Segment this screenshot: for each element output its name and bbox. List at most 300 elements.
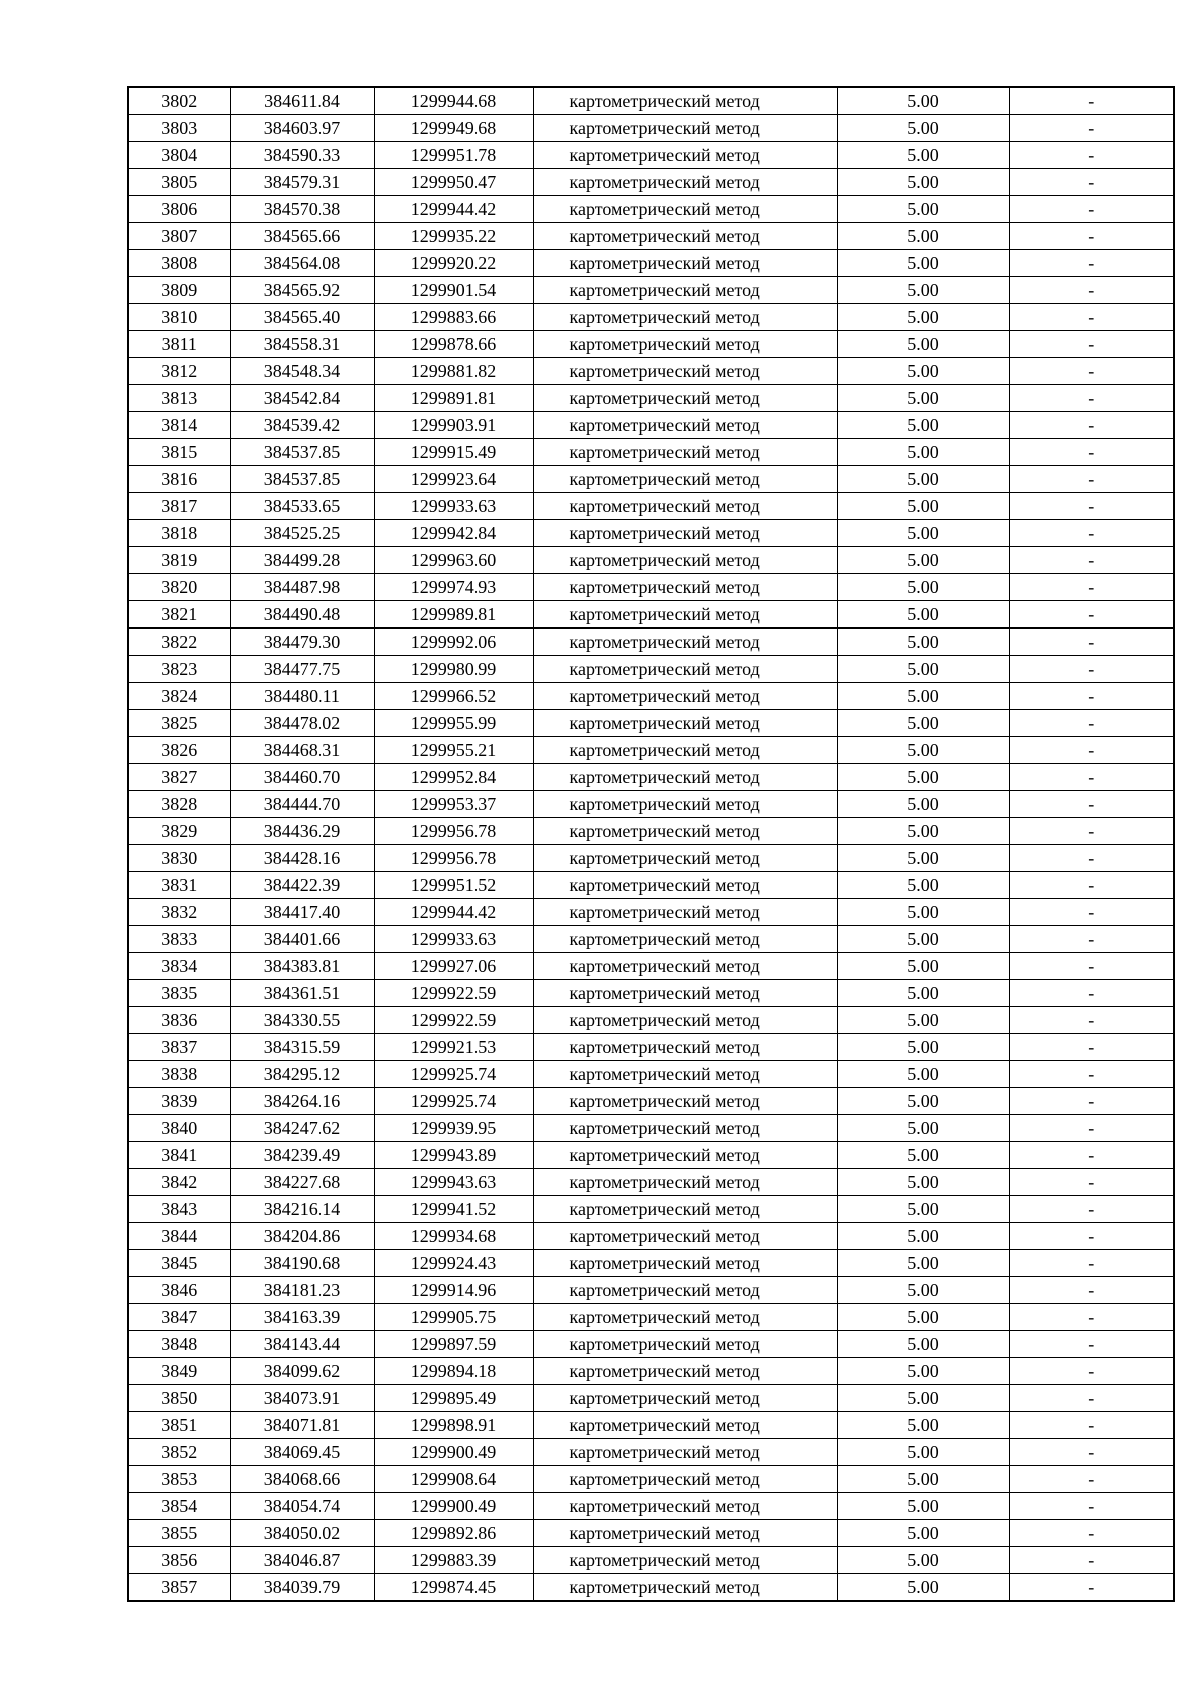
table-row	[128, 1412, 1174, 1439]
y-coordinate-cell: 1299944.42	[374, 196, 533, 223]
table-row	[128, 980, 1174, 1007]
x-coordinate-cell: 384050.02	[230, 1520, 374, 1547]
method-cell: картометрический метод	[533, 1169, 837, 1196]
coordinates-table-body	[128, 87, 1174, 1601]
x-coordinate-cell: 384239.49	[230, 1142, 374, 1169]
method-cell: картометрический метод	[533, 412, 837, 439]
x-coordinate-cell: 384537.85	[230, 466, 374, 493]
y-coordinate-cell: 1299955.99	[374, 710, 533, 737]
point-number-cell: 3819	[128, 547, 230, 574]
table-row	[128, 1439, 1174, 1466]
accuracy-cell: 5.00	[837, 1034, 1009, 1061]
accuracy-cell: 5.00	[837, 223, 1009, 250]
point-number-cell: 3812	[128, 358, 230, 385]
method-cell: картометрический метод	[533, 1142, 837, 1169]
method-cell: картометрический метод	[533, 115, 837, 142]
y-coordinate-cell: 1299921.53	[374, 1034, 533, 1061]
point-number-cell: 3844	[128, 1223, 230, 1250]
table-row	[128, 926, 1174, 953]
y-coordinate-cell: 1299894.18	[374, 1358, 533, 1385]
y-coordinate-cell: 1299908.64	[374, 1466, 533, 1493]
x-coordinate-cell: 384295.12	[230, 1061, 374, 1088]
method-cell: картометрический метод	[533, 1277, 837, 1304]
method-cell: картометрический метод	[533, 628, 837, 656]
method-cell: картометрический метод	[533, 1331, 837, 1358]
accuracy-cell: 5.00	[837, 169, 1009, 196]
table-row	[128, 1088, 1174, 1115]
point-number-cell: 3809	[128, 277, 230, 304]
method-cell: картометрический метод	[533, 1196, 837, 1223]
accuracy-cell: 5.00	[837, 656, 1009, 683]
y-coordinate-cell: 1299923.64	[374, 466, 533, 493]
description-cell: -	[1009, 872, 1174, 899]
point-number-cell: 3823	[128, 656, 230, 683]
y-coordinate-cell: 1299980.99	[374, 656, 533, 683]
method-cell: картометрический метод	[533, 1412, 837, 1439]
accuracy-cell: 5.00	[837, 980, 1009, 1007]
accuracy-cell: 5.00	[837, 818, 1009, 845]
table-row	[128, 656, 1174, 683]
y-coordinate-cell: 1299897.59	[374, 1331, 533, 1358]
x-coordinate-cell: 384590.33	[230, 142, 374, 169]
point-number-cell: 3826	[128, 737, 230, 764]
description-cell: -	[1009, 1520, 1174, 1547]
accuracy-cell: 5.00	[837, 1142, 1009, 1169]
method-cell: картометрический метод	[533, 1061, 837, 1088]
accuracy-cell: 5.00	[837, 1250, 1009, 1277]
method-cell: картометрический метод	[533, 385, 837, 412]
table-row	[128, 1466, 1174, 1493]
table-row	[128, 1520, 1174, 1547]
table-row	[128, 1277, 1174, 1304]
description-cell: -	[1009, 899, 1174, 926]
y-coordinate-cell: 1299939.95	[374, 1115, 533, 1142]
x-coordinate-cell: 384490.48	[230, 601, 374, 629]
method-cell: картометрический метод	[533, 1007, 837, 1034]
accuracy-cell: 5.00	[837, 1466, 1009, 1493]
accuracy-cell: 5.00	[837, 1331, 1009, 1358]
description-cell: -	[1009, 791, 1174, 818]
point-number-cell: 3816	[128, 466, 230, 493]
table-row	[128, 1331, 1174, 1358]
method-cell: картометрический метод	[533, 439, 837, 466]
description-cell: -	[1009, 710, 1174, 737]
description-cell: -	[1009, 169, 1174, 196]
description-cell: -	[1009, 142, 1174, 169]
description-cell: -	[1009, 953, 1174, 980]
accuracy-cell: 5.00	[837, 1439, 1009, 1466]
y-coordinate-cell: 1299956.78	[374, 845, 533, 872]
method-cell: картометрический метод	[533, 953, 837, 980]
description-cell: -	[1009, 466, 1174, 493]
y-coordinate-cell: 1299920.22	[374, 250, 533, 277]
accuracy-cell: 5.00	[837, 196, 1009, 223]
y-coordinate-cell: 1299989.81	[374, 601, 533, 629]
method-cell: картометрический метод	[533, 1358, 837, 1385]
x-coordinate-cell: 384565.92	[230, 277, 374, 304]
point-number-cell: 3830	[128, 845, 230, 872]
accuracy-cell: 5.00	[837, 872, 1009, 899]
method-cell: картометрический метод	[533, 1385, 837, 1412]
accuracy-cell: 5.00	[837, 1169, 1009, 1196]
x-coordinate-cell: 384216.14	[230, 1196, 374, 1223]
table-row	[128, 628, 1174, 656]
y-coordinate-cell: 1299900.49	[374, 1439, 533, 1466]
x-coordinate-cell: 384181.23	[230, 1277, 374, 1304]
x-coordinate-cell: 384480.11	[230, 683, 374, 710]
x-coordinate-cell: 384477.75	[230, 656, 374, 683]
accuracy-cell: 5.00	[837, 764, 1009, 791]
description-cell: -	[1009, 520, 1174, 547]
point-number-cell: 3842	[128, 1169, 230, 1196]
y-coordinate-cell: 1299955.21	[374, 737, 533, 764]
description-cell: -	[1009, 250, 1174, 277]
table-row	[128, 1034, 1174, 1061]
description-cell: -	[1009, 1574, 1174, 1602]
accuracy-cell: 5.00	[837, 412, 1009, 439]
method-cell: картометрический метод	[533, 899, 837, 926]
accuracy-cell: 5.00	[837, 142, 1009, 169]
y-coordinate-cell: 1299974.93	[374, 574, 533, 601]
table-row	[128, 1385, 1174, 1412]
table-row	[128, 385, 1174, 412]
method-cell: картометрический метод	[533, 304, 837, 331]
x-coordinate-cell: 384579.31	[230, 169, 374, 196]
description-cell: -	[1009, 845, 1174, 872]
point-number-cell: 3848	[128, 1331, 230, 1358]
method-cell: картометрический метод	[533, 250, 837, 277]
accuracy-cell: 5.00	[837, 1547, 1009, 1574]
x-coordinate-cell: 384383.81	[230, 953, 374, 980]
y-coordinate-cell: 1299901.54	[374, 277, 533, 304]
table-row	[128, 1115, 1174, 1142]
table-row	[128, 791, 1174, 818]
table-row	[128, 412, 1174, 439]
point-number-cell: 3815	[128, 439, 230, 466]
table-row	[128, 899, 1174, 926]
table-row	[128, 547, 1174, 574]
y-coordinate-cell: 1299924.43	[374, 1250, 533, 1277]
y-coordinate-cell: 1299927.06	[374, 953, 533, 980]
description-cell: -	[1009, 1466, 1174, 1493]
point-number-cell: 3803	[128, 115, 230, 142]
description-cell: -	[1009, 115, 1174, 142]
x-coordinate-cell: 384460.70	[230, 764, 374, 791]
point-number-cell: 3827	[128, 764, 230, 791]
description-cell: -	[1009, 1196, 1174, 1223]
point-number-cell: 3855	[128, 1520, 230, 1547]
method-cell: картометрический метод	[533, 493, 837, 520]
point-number-cell: 3814	[128, 412, 230, 439]
method-cell: картометрический метод	[533, 223, 837, 250]
method-cell: картометрический метод	[533, 683, 837, 710]
method-cell: картометрический метод	[533, 196, 837, 223]
accuracy-cell: 5.00	[837, 250, 1009, 277]
table-row	[128, 358, 1174, 385]
point-number-cell: 3804	[128, 142, 230, 169]
point-number-cell: 3857	[128, 1574, 230, 1602]
method-cell: картометрический метод	[533, 466, 837, 493]
table-row	[128, 142, 1174, 169]
x-coordinate-cell: 384071.81	[230, 1412, 374, 1439]
accuracy-cell: 5.00	[837, 331, 1009, 358]
y-coordinate-cell: 1299915.49	[374, 439, 533, 466]
table-row	[128, 1061, 1174, 1088]
accuracy-cell: 5.00	[837, 304, 1009, 331]
description-cell: -	[1009, 493, 1174, 520]
y-coordinate-cell: 1299933.63	[374, 926, 533, 953]
method-cell: картометрический метод	[533, 1088, 837, 1115]
x-coordinate-cell: 384143.44	[230, 1331, 374, 1358]
point-number-cell: 3805	[128, 169, 230, 196]
description-cell: -	[1009, 196, 1174, 223]
y-coordinate-cell: 1299956.78	[374, 818, 533, 845]
description-cell: -	[1009, 547, 1174, 574]
table-row	[128, 737, 1174, 764]
x-coordinate-cell: 384537.85	[230, 439, 374, 466]
table-row	[128, 601, 1174, 629]
table-row	[128, 520, 1174, 547]
y-coordinate-cell: 1299935.22	[374, 223, 533, 250]
y-coordinate-cell: 1299922.59	[374, 1007, 533, 1034]
description-cell: -	[1009, 1061, 1174, 1088]
y-coordinate-cell: 1299892.86	[374, 1520, 533, 1547]
x-coordinate-cell: 384073.91	[230, 1385, 374, 1412]
x-coordinate-cell: 384478.02	[230, 710, 374, 737]
table-row	[128, 1304, 1174, 1331]
accuracy-cell: 5.00	[837, 547, 1009, 574]
description-cell: -	[1009, 358, 1174, 385]
point-number-cell: 3838	[128, 1061, 230, 1088]
x-coordinate-cell: 384068.66	[230, 1466, 374, 1493]
point-number-cell: 3821	[128, 601, 230, 629]
point-number-cell: 3807	[128, 223, 230, 250]
method-cell: картометрический метод	[533, 872, 837, 899]
accuracy-cell: 5.00	[837, 1115, 1009, 1142]
point-number-cell: 3851	[128, 1412, 230, 1439]
accuracy-cell: 5.00	[837, 439, 1009, 466]
accuracy-cell: 5.00	[837, 1088, 1009, 1115]
method-cell: картометрический метод	[533, 791, 837, 818]
description-cell: -	[1009, 1223, 1174, 1250]
table-row	[128, 1196, 1174, 1223]
accuracy-cell: 5.00	[837, 710, 1009, 737]
table-row	[128, 818, 1174, 845]
method-cell: картометрический метод	[533, 1466, 837, 1493]
table-row	[128, 1547, 1174, 1574]
y-coordinate-cell: 1299992.06	[374, 628, 533, 656]
method-cell: картометрический метод	[533, 656, 837, 683]
description-cell: -	[1009, 1034, 1174, 1061]
point-number-cell: 3832	[128, 899, 230, 926]
x-coordinate-cell: 384479.30	[230, 628, 374, 656]
table-row	[128, 439, 1174, 466]
description-cell: -	[1009, 926, 1174, 953]
point-number-cell: 3852	[128, 1439, 230, 1466]
y-coordinate-cell: 1299963.60	[374, 547, 533, 574]
x-coordinate-cell: 384054.74	[230, 1493, 374, 1520]
x-coordinate-cell: 384444.70	[230, 791, 374, 818]
description-cell: -	[1009, 1547, 1174, 1574]
method-cell: картометрический метод	[533, 1034, 837, 1061]
point-number-cell: 3835	[128, 980, 230, 1007]
y-coordinate-cell: 1299943.63	[374, 1169, 533, 1196]
table-row	[128, 683, 1174, 710]
description-cell: -	[1009, 737, 1174, 764]
description-cell: -	[1009, 1277, 1174, 1304]
point-number-cell: 3822	[128, 628, 230, 656]
y-coordinate-cell: 1299905.75	[374, 1304, 533, 1331]
method-cell: картометрический метод	[533, 601, 837, 629]
x-coordinate-cell: 384611.84	[230, 87, 374, 115]
x-coordinate-cell: 384190.68	[230, 1250, 374, 1277]
x-coordinate-cell: 384227.68	[230, 1169, 374, 1196]
x-coordinate-cell: 384436.29	[230, 818, 374, 845]
point-number-cell: 3825	[128, 710, 230, 737]
method-cell: картометрический метод	[533, 331, 837, 358]
method-cell: картометрический метод	[533, 277, 837, 304]
method-cell: картометрический метод	[533, 520, 837, 547]
description-cell: -	[1009, 818, 1174, 845]
y-coordinate-cell: 1299874.45	[374, 1574, 533, 1602]
table-row	[128, 1007, 1174, 1034]
accuracy-cell: 5.00	[837, 1493, 1009, 1520]
x-coordinate-cell: 384558.31	[230, 331, 374, 358]
method-cell: картометрический метод	[533, 1223, 837, 1250]
x-coordinate-cell: 384401.66	[230, 926, 374, 953]
method-cell: картометрический метод	[533, 1115, 837, 1142]
y-coordinate-cell: 1299953.37	[374, 791, 533, 818]
x-coordinate-cell: 384099.62	[230, 1358, 374, 1385]
description-cell: -	[1009, 1250, 1174, 1277]
point-number-cell: 3845	[128, 1250, 230, 1277]
point-number-cell: 3853	[128, 1466, 230, 1493]
accuracy-cell: 5.00	[837, 1412, 1009, 1439]
x-coordinate-cell: 384468.31	[230, 737, 374, 764]
description-cell: -	[1009, 385, 1174, 412]
method-cell: картометрический метод	[533, 169, 837, 196]
point-number-cell: 3839	[128, 1088, 230, 1115]
accuracy-cell: 5.00	[837, 1007, 1009, 1034]
accuracy-cell: 5.00	[837, 1196, 1009, 1223]
x-coordinate-cell: 384315.59	[230, 1034, 374, 1061]
y-coordinate-cell: 1299925.74	[374, 1061, 533, 1088]
method-cell: картометрический метод	[533, 845, 837, 872]
point-number-cell: 3846	[128, 1277, 230, 1304]
method-cell: картометрический метод	[533, 574, 837, 601]
accuracy-cell: 5.00	[837, 115, 1009, 142]
accuracy-cell: 5.00	[837, 574, 1009, 601]
point-number-cell: 3836	[128, 1007, 230, 1034]
description-cell: -	[1009, 1493, 1174, 1520]
method-cell: картометрический метод	[533, 358, 837, 385]
description-cell: -	[1009, 656, 1174, 683]
table-row	[128, 1358, 1174, 1385]
table-row	[128, 953, 1174, 980]
y-coordinate-cell: 1299944.42	[374, 899, 533, 926]
accuracy-cell: 5.00	[837, 1385, 1009, 1412]
table-row	[128, 1574, 1174, 1602]
accuracy-cell: 5.00	[837, 1223, 1009, 1250]
accuracy-cell: 5.00	[837, 385, 1009, 412]
method-cell: картометрический метод	[533, 818, 837, 845]
point-number-cell: 3854	[128, 1493, 230, 1520]
accuracy-cell: 5.00	[837, 737, 1009, 764]
accuracy-cell: 5.00	[837, 926, 1009, 953]
description-cell: -	[1009, 223, 1174, 250]
point-number-cell: 3843	[128, 1196, 230, 1223]
point-number-cell: 3831	[128, 872, 230, 899]
x-coordinate-cell: 384542.84	[230, 385, 374, 412]
point-number-cell: 3850	[128, 1385, 230, 1412]
point-number-cell: 3818	[128, 520, 230, 547]
description-cell: -	[1009, 1358, 1174, 1385]
x-coordinate-cell: 384330.55	[230, 1007, 374, 1034]
description-cell: -	[1009, 331, 1174, 358]
x-coordinate-cell: 384533.65	[230, 493, 374, 520]
y-coordinate-cell: 1299934.68	[374, 1223, 533, 1250]
description-cell: -	[1009, 1169, 1174, 1196]
description-cell: -	[1009, 1331, 1174, 1358]
x-coordinate-cell: 384499.28	[230, 547, 374, 574]
method-cell: картометрический метод	[533, 142, 837, 169]
table-row	[128, 331, 1174, 358]
description-cell: -	[1009, 628, 1174, 656]
y-coordinate-cell: 1299942.84	[374, 520, 533, 547]
method-cell: картометрический метод	[533, 980, 837, 1007]
accuracy-cell: 5.00	[837, 358, 1009, 385]
point-number-cell: 3849	[128, 1358, 230, 1385]
description-cell: -	[1009, 87, 1174, 115]
accuracy-cell: 5.00	[837, 953, 1009, 980]
x-coordinate-cell: 384264.16	[230, 1088, 374, 1115]
method-cell: картометрический метод	[533, 1493, 837, 1520]
method-cell: картометрический метод	[533, 1520, 837, 1547]
table-row	[128, 574, 1174, 601]
method-cell: картометрический метод	[533, 926, 837, 953]
description-cell: -	[1009, 304, 1174, 331]
method-cell: картометрический метод	[533, 1304, 837, 1331]
description-cell: -	[1009, 1412, 1174, 1439]
accuracy-cell: 5.00	[837, 1520, 1009, 1547]
accuracy-cell: 5.00	[837, 683, 1009, 710]
y-coordinate-cell: 1299891.81	[374, 385, 533, 412]
x-coordinate-cell: 384487.98	[230, 574, 374, 601]
y-coordinate-cell: 1299951.78	[374, 142, 533, 169]
table-row	[128, 304, 1174, 331]
x-coordinate-cell: 384428.16	[230, 845, 374, 872]
table-row	[128, 277, 1174, 304]
x-coordinate-cell: 384525.25	[230, 520, 374, 547]
x-coordinate-cell: 384564.08	[230, 250, 374, 277]
x-coordinate-cell: 384069.45	[230, 1439, 374, 1466]
table-row	[128, 466, 1174, 493]
point-number-cell: 3847	[128, 1304, 230, 1331]
x-coordinate-cell: 384247.62	[230, 1115, 374, 1142]
point-number-cell: 3828	[128, 791, 230, 818]
description-cell: -	[1009, 1115, 1174, 1142]
accuracy-cell: 5.00	[837, 1061, 1009, 1088]
description-cell: -	[1009, 1088, 1174, 1115]
y-coordinate-cell: 1299903.91	[374, 412, 533, 439]
accuracy-cell: 5.00	[837, 1574, 1009, 1602]
description-cell: -	[1009, 412, 1174, 439]
x-coordinate-cell: 384565.40	[230, 304, 374, 331]
description-cell: -	[1009, 1007, 1174, 1034]
accuracy-cell: 5.00	[837, 87, 1009, 115]
point-number-cell: 3810	[128, 304, 230, 331]
accuracy-cell: 5.00	[837, 1304, 1009, 1331]
